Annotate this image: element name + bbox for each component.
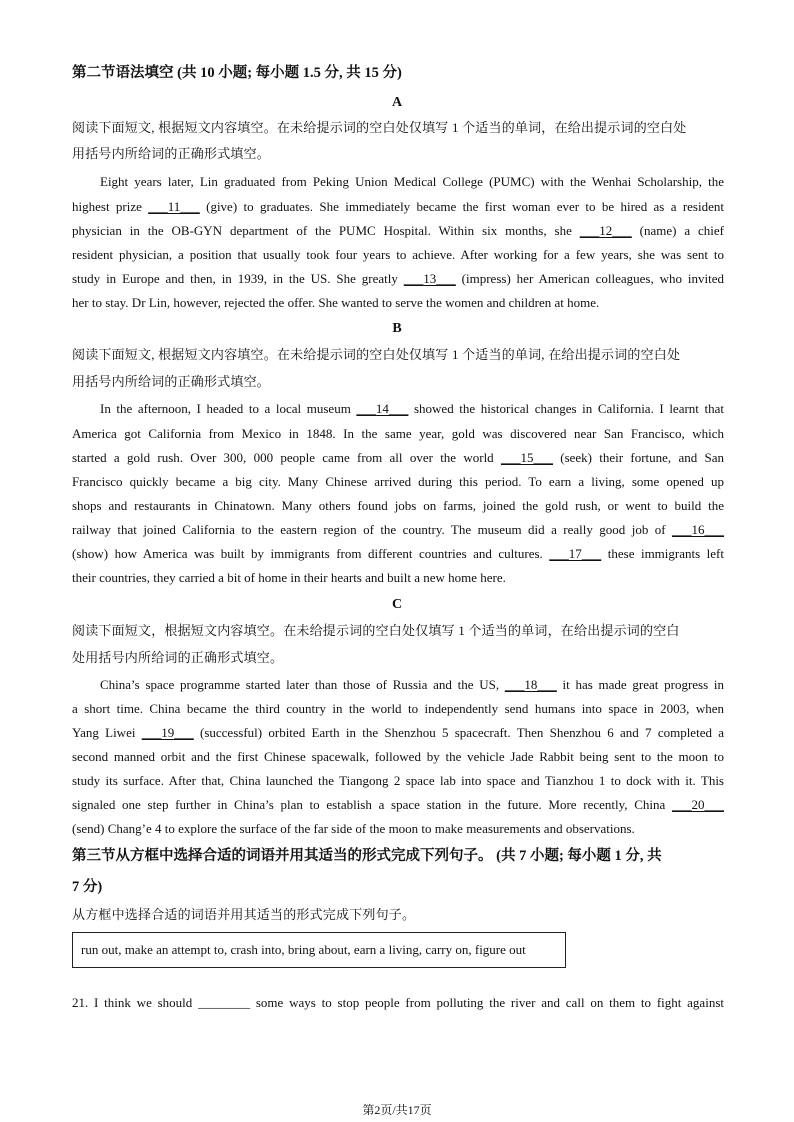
blank-13: ___13___	[403, 271, 456, 286]
part-b-instruction-line-1: 阅读下面短文, 根据短文内容填空。在未给提示词的空白处仅填写 1 个适当的单词, 在给出提示词的空白处	[72, 347, 681, 362]
part-b-letter: B	[392, 321, 402, 336]
part-c-letter: C	[391, 597, 403, 612]
section-2-heading: 第二节语法填空 (共 10 小题; 每小题 1.5 分, 共 15 分)	[72, 65, 402, 81]
part-a-passage-line: resident physician, a position that usually took four years to achieve. After working for a few years, she was sent to	[72, 247, 724, 262]
section-3-instructions: 从方框中选择合适的词语并用其适当的形式完成下列句子。	[72, 907, 416, 922]
part-a-passage-line: study in Europe and then, in 1939, in the US. She greatly ___13___ (impress) her American colleagues, who invited	[72, 271, 724, 286]
blank-18: ___18___	[504, 677, 557, 692]
part-c-passage-line: Yang Liwei ___19___ (successful) orbited Earth in the Shenzhou 5 spacecraft. Then Shenzhou 6 and 7 completed a	[72, 725, 725, 740]
part-a-passage-line: highest prize ___11___ (give) to graduates. She immediately became the first woman ever to be hired as a resident	[72, 199, 724, 214]
part-b-passage-line: started a gold rush. Over 300, 000 people came from all over the world ___15___ (seek) their fortune, and San	[72, 450, 725, 465]
part-c-passage-line: second manned orbit and the first Chinese spacewalk, followed by the vehicle Jade Rabbit being sent to the moon to	[72, 749, 724, 764]
part-c-passage-line: China’s space programme started later than those of Russia and the US, ___18___ it has made great progress in	[100, 677, 725, 692]
part-b-passage-line: (show) how America was built by immigrants from different countries and cultures. ___17___ these immigrants left	[72, 546, 724, 561]
part-a-instruction-line-1: 阅读下面短文, 根据短文内容填空。在未给提示词的空白处仅填写 1 个适当的单词，在给出提示词的空白处	[72, 120, 687, 135]
blank-20: ___20___	[672, 797, 724, 812]
blank-17: ___17___	[549, 546, 602, 561]
question-21: 21. I think we should ________ some ways to stop people from polluting the river and call on them to fight against	[72, 995, 724, 1010]
part-c-passage-line: a short time. China became the third country in the world to independently send humans into space in 2003, when	[72, 701, 724, 716]
blank-12: ___12___	[579, 223, 632, 238]
blank-16: ___16___	[672, 522, 724, 537]
blank-14: ___14___	[356, 401, 409, 416]
part-a-letter: A	[391, 95, 403, 110]
part-c-passage-line: signaled one step further in China’s plan to establish a space station in the future. More recently, China ___20___	[72, 797, 724, 812]
part-a-passage-line: physician in the OB-GYN department of the PUMC Hospital. Within six months, she ___12___ (name) a chief	[72, 223, 725, 238]
part-b-passage-line: America got California from Mexico in 1848. In the same year, gold was discovered near San Francisco, which	[72, 426, 724, 441]
blank-11: ___11___	[148, 199, 200, 214]
part-b-passage-line: railway that joined California to the eastern region of the country. The museum did a really good job of ___16___	[72, 522, 724, 537]
part-a-instruction-line-2: 用括号内所给词的正确形式填空。	[72, 146, 271, 161]
part-a-passage-line: her to stay. Dr Lin, however, rejected the offer. She wanted to serve the women and children at home.	[72, 295, 600, 310]
part-c-passage-line: (send) Chang’e 4 to explore the surface of the far side of the moon to make measurements and observations.	[72, 821, 635, 836]
blank-15: ___15___	[500, 450, 553, 465]
section-3-heading-line-2: 7 分)	[72, 879, 103, 895]
part-c-instruction-line-1: 阅读下面短文，根据短文内容填空。在未给提示词的空白处仅填写 1 个适当的单词，在给出提示词的空白	[72, 623, 680, 638]
blank-19: ___19___	[141, 725, 194, 740]
page-footer: 第2页/共17页	[362, 1103, 432, 1117]
part-b-passage-line: In the afternoon, I headed to a local museum ___14___ showed the historical changes in California. I learnt that	[100, 401, 724, 416]
part-c-passage-line: study its surface. After that, China launched the Tiangong 2 space lab into space and Tianzhou 1 to dock with it. This	[72, 773, 724, 788]
section-3-heading-line-1: 第三节从方框中选择合适的词语并用其适当的形式完成下列句子。 (共 7 小题; 每小题 1 分, 共	[72, 848, 662, 864]
part-b-passage-line: Francisco quickly became a big city. Many Chinese arrived during this period. To earn a living, some opened up	[72, 474, 724, 489]
part-c-instruction-line-2: 处用括号内所给词的正确形式填空。	[72, 650, 284, 665]
word-box: run out, make an attempt to, crash into, bring about, earn a living, carry on, figure out	[72, 932, 566, 968]
part-b-passage-line: shops and restaurants in Chinatown. Many others found jobs on farms, joined the gold rush, or went to build the	[72, 498, 724, 513]
part-a-passage-line: Eight years later, Lin graduated from Peking Union Medical College (PUMC) with the Wenhai Scholarship, the	[100, 174, 724, 189]
part-b-passage-line: their countries, they carried a bit of home in their hearts and built a new home here.	[72, 570, 506, 585]
part-b-instruction-line-2: 用括号内所给词的正确形式填空。	[72, 374, 271, 389]
